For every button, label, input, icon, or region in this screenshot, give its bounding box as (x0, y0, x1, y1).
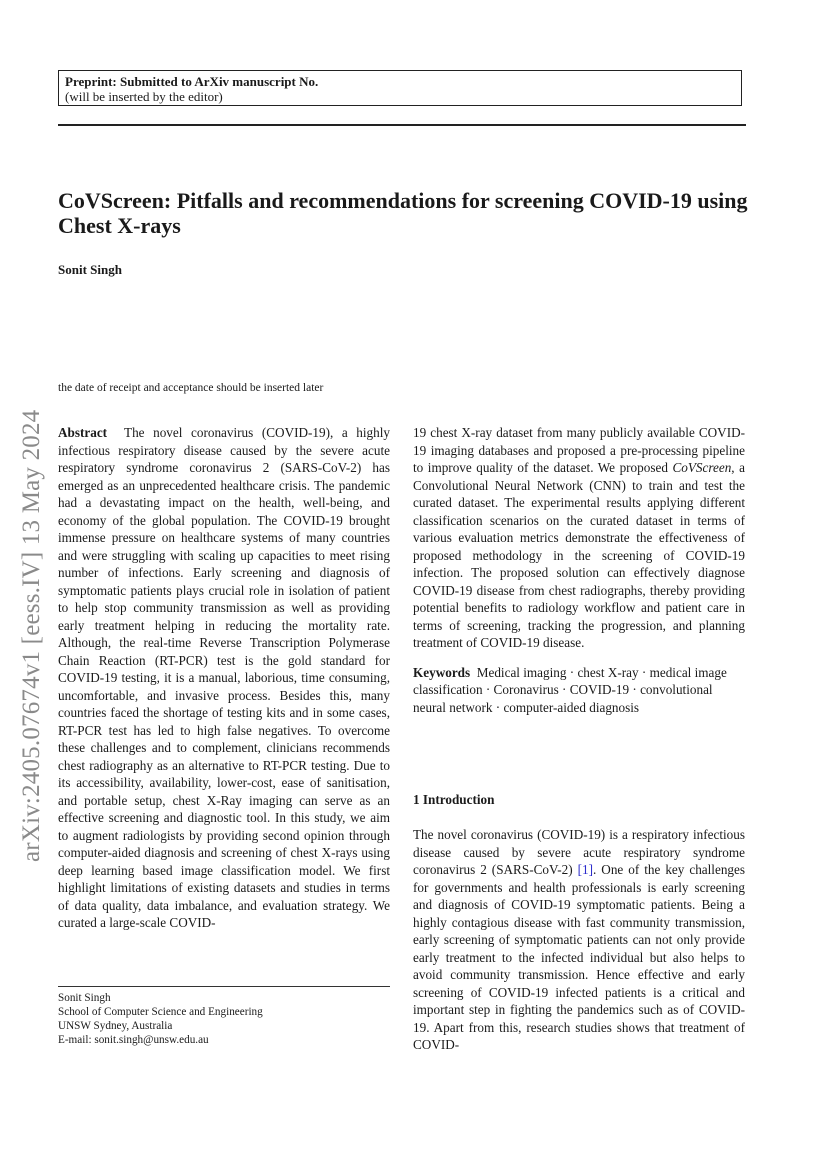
arxiv-identifier: arXiv:2405.07674v1 [eess.IV] 13 May 2024 (18, 409, 45, 862)
received-note: the date of receipt and acceptance should be inserted later (58, 382, 324, 394)
intro-text-a: The novel coronavirus (COVID-19) is a respiratory infectious disease caused by severe acute respiratory syndrome coronavirus 2 (SARS-CoV-2) (413, 827, 745, 877)
abstract-text-left: The novel coronavirus (COVID-19), a highly infectious respiratory disease caused by the severe acute respiratory syndrome coronavirus 2 (SARS-CoV-2) has emerged as an unprecedented healthcare crisis. The pandemic had a devastating impact on the health, well-being, and economy of the global population. The COVID-19 brought immense pressure on healthcare systems of many countries and were struggling with scaling up capacities to meet rising number of infections. Early screening and diagnosis of symptomatic patients plays crucial role in isolation of patient to help stop community transmission as well as providing early treatment helping in reducing the mortality rate. Although, the real-time Reverse Transcription Polymerase Chain Reaction (RT-PCR) test is the gold standard for COVID-19 testing, it is a manual, laborious, time consuming, uncomfortable, and invasive process. Besides this, many countries faced the shortage of testing kits and in some cases, RT-PCR test has led to high false negatives. To overcome these challenges and to complement, clinicians recommends chest radiography as an alternative to RT-PCR testing. Due to its accessibility, availability, lower-cost, ease of sanitisation, and portable setup, chest X-Ray imaging can serve as an effective screening and diagnostic tool. In this study, we aim to augment radiologists by providing second opinion through computer-aided diagnosis and screening of chest X-rays using deep learning based image classification model. We first highlight limitations of existing datasets and studies in terms of data quality, data imbalance, and evaluation strategy. We curated a large-scale COVID- (58, 425, 391, 930)
keywords-paragraph (413, 664, 745, 717)
footnote-email: E-mail: sonit.singh@unsw.edu.au (58, 1034, 209, 1046)
section-heading-introduction: 1 Introduction (413, 792, 495, 807)
keywords-text: Medical imaging · chest X-ray · medical image classification · Coronavirus · COVID-19 · convolutional neural network · computer-aided diagnosis (413, 664, 727, 715)
abstract-label: Abstract (58, 425, 108, 440)
keywords-label: Keywords (413, 664, 471, 680)
citation-link[interactable]: [1] (577, 862, 594, 877)
abstract-left-column (58, 424, 390, 932)
header-rule (58, 124, 746, 126)
footnote-university: UNSW Sydney, Australia (58, 1020, 173, 1032)
intro-text-b: . One of the key challenges for governments and health professionals is early screening and diagnosis of COVID-19 symptomatic patients. Being a highly contagious disease with fast community transmission, early screening of symptomatic patients can not only provide early treatment to the infected individual but also helps to avoid community transmission. Hence effective and early screening of COVID-19 infected patients is a critical and important step in fighting the pandemics such as of COVID-19. Apart from this, research studies shows that treatment of COVID- (413, 862, 745, 1052)
footnote-name: Sonit Singh (58, 992, 111, 1004)
preprint-line-1: Preprint: Submitted to ArXiv manuscript No. (65, 74, 319, 89)
abstract-text-right-b: , a Convolutional Neural Network (CNN) to train and test the curated dataset. The experimental results applying different classification scenarios on the curated dataset in terms of various evaluation metrics demonstrate the effectiveness of proposed methodology in the screening of COVID-19 infection. The proposed solution can effectively diagnose COVID-19 disease from chest radiographs, thereby providing potential benefits to radiology workflow and patient care in terms of screening, tracking the progression, and planning treatment of COVID-19 disease. (413, 460, 745, 650)
author-name: Sonit Singh (58, 262, 122, 277)
abstract-right-column (413, 424, 745, 716)
abstract-continuation (413, 424, 745, 652)
paper-title: CoVScreen: Pitfalls and recommendations for screening COVID-19 using Chest X-rays (58, 188, 748, 238)
abstract-text-right-a: 19 chest X-ray dataset from many publicly available COVID-19 imaging databases and proposed a pre-processing pipeline to improve quality of the dataset. We proposed (413, 425, 745, 475)
introduction-paragraph (413, 826, 745, 1054)
preprint-notice (58, 70, 742, 106)
footnote-school: School of Computer Science and Engineering (58, 1006, 263, 1018)
author-affiliation (58, 991, 263, 1047)
preprint-line-2: (will be inserted by the editor) (65, 89, 223, 104)
abstract-paragraph (58, 424, 390, 932)
footnote-rule (58, 986, 390, 987)
model-name: CoVScreen (672, 460, 732, 475)
